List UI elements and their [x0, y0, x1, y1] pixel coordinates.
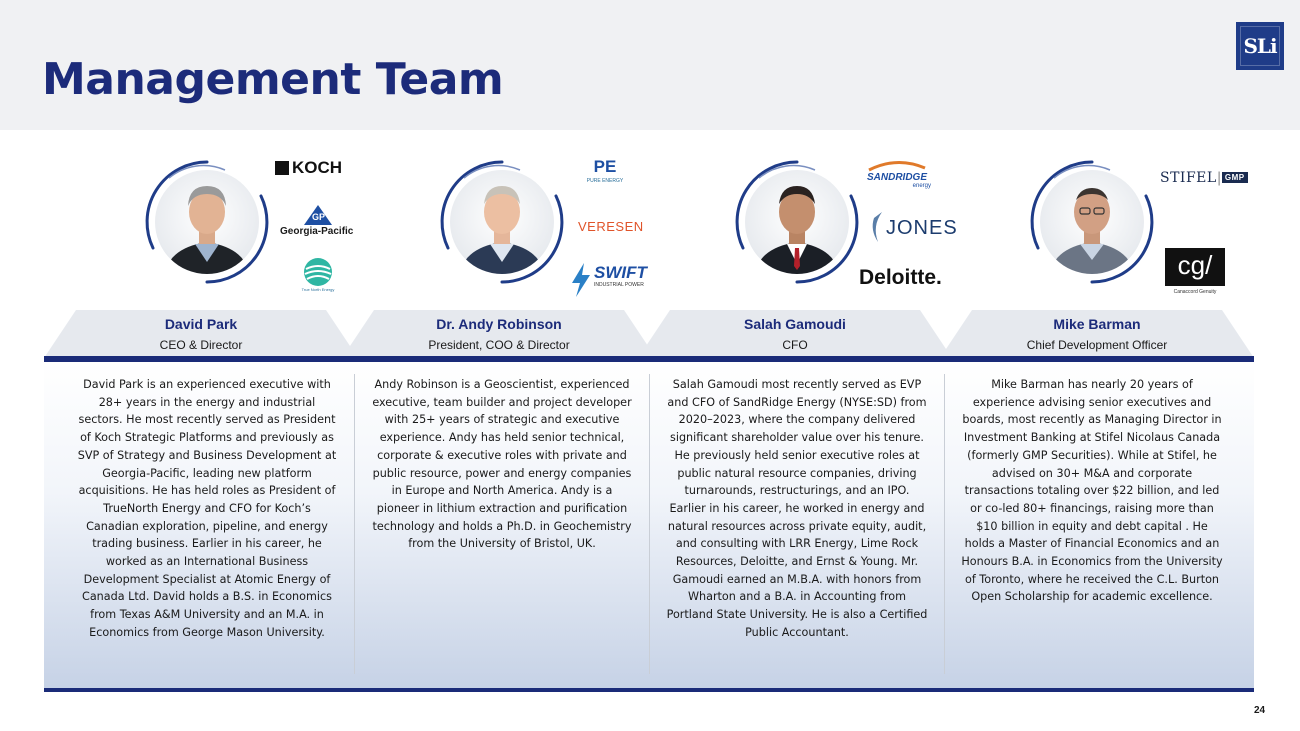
koch-logo: KOCH: [275, 158, 342, 178]
bio-text: Salah Gamoudi most recently served as EVP and CFO of SandRidge Energy (NYSE:SD) from 2020–2023, where the company delivered significant shareholder value over his tenure. He previously held senior executive roles at public natural resource companies, driving turnarounds, restructurings, and an IPO. Earlier in his career, he worked in energy and natural resources across private equity, audit, and consulting with LRR Energy, Lime Rock Resources, Deloitte, and Ernst & Young. Mr. Gamoudi earned an M.B.A. with honors from Wharton and a B.A. in Accounting from Portland State University. He is also a Certified Public Accountant.: [666, 378, 928, 639]
member-name: David Park: [164, 316, 238, 332]
member-name: Mike Barman: [1053, 316, 1141, 332]
bio-text: David Park is an experienced executive with 28+ years in the energy and industrial sectors. He most recently served as President of Koch Strategic Platforms and previously as SVP of Strategy and Business Development at Georgia-Pacific, leading new platform acquisitions. He has held roles as President of TrueNorth Energy and CFO for Koch’s Canadian exploration, pipeline, and energy trading business. Earlier in his career, he worked as an International Business Development Specialist at Atomic Energy of Canada Ltd. David holds a B.S. in Economics from Texas A&M University and an M.A. in Economics from George Mason University.: [77, 378, 337, 639]
stifel-gmp-logo: STIFEL| GMP: [1160, 170, 1248, 186]
photo-mike-barman: [1026, 156, 1158, 288]
bio-text: Mike Barman has nearly 20 years of experience advising senior executives and boards, most recently as Managing Director in Investment Banking at Stifel Nicolaus Canada (formerly GMP Securities). While at Stifel, he advised on 30+ M&A and corporate transactions totaling over $22 billion, and led or co-led 80+ financings, raising more than $10 billion in equity and debt capital . He holds a Master of Financial Economics and an Honours B.A. in Economics from the University of Toronto, where he received the C.L. Burton Open Scholarship for academic excellence.: [961, 378, 1223, 604]
canaccord-genuity-logo: cg/ Canaccord Genuity: [1165, 248, 1225, 295]
true-north-energy-logo: True North Energy: [298, 257, 338, 292]
member-name: Salah Gamoudi: [744, 316, 846, 332]
name-tabs: [44, 310, 1254, 358]
column-divider: [649, 374, 650, 674]
member-role: CEO & Director: [159, 338, 243, 352]
photo-andy-robinson: [436, 156, 568, 288]
member-name: Dr. Andy Robinson: [436, 316, 562, 332]
photo-salah-gamoudi: [731, 156, 863, 288]
pure-energy-logo: PE PURE ENERGY: [586, 157, 624, 184]
deloitte-logo: Deloitte.: [859, 266, 942, 289]
company-logo: SLi: [1236, 22, 1284, 70]
member-role: President, COO & Director: [428, 338, 570, 352]
column-divider: [944, 374, 945, 674]
page-title: Management Team: [42, 54, 504, 105]
georgia-pacific-logo: Georgia-Pacific: [280, 226, 354, 237]
name-tab: [44, 310, 358, 358]
page-number: 24: [1254, 705, 1266, 716]
photo-david-park: [141, 156, 273, 288]
name-tab: [940, 310, 1254, 358]
sandridge-logo: SANDRIDGE energy: [857, 160, 937, 189]
member-role: Chief Development Officer: [1026, 338, 1168, 352]
member-role: CFO: [782, 338, 808, 352]
column-divider: [354, 374, 355, 674]
name-tab: [638, 310, 952, 358]
divider-bar: [44, 688, 1254, 692]
veresen-logo: VERESEN: [578, 219, 644, 234]
name-tab: [342, 310, 656, 358]
bio-text: Andy Robinson is a Geoscientist, experienced executive, team builder and project developer with 25+ years of strategic and executive experience. Andy has held senior technical, corporate & executive roles with private and public resource, power and energy companies in Europe and North America. Andy is a pioneer in lithium extraction and purification technology and holds a Ph.D. in Geochemistry from the University of Bristol, UK.: [372, 378, 632, 551]
gp-logo-mark: GP: [304, 205, 317, 215]
